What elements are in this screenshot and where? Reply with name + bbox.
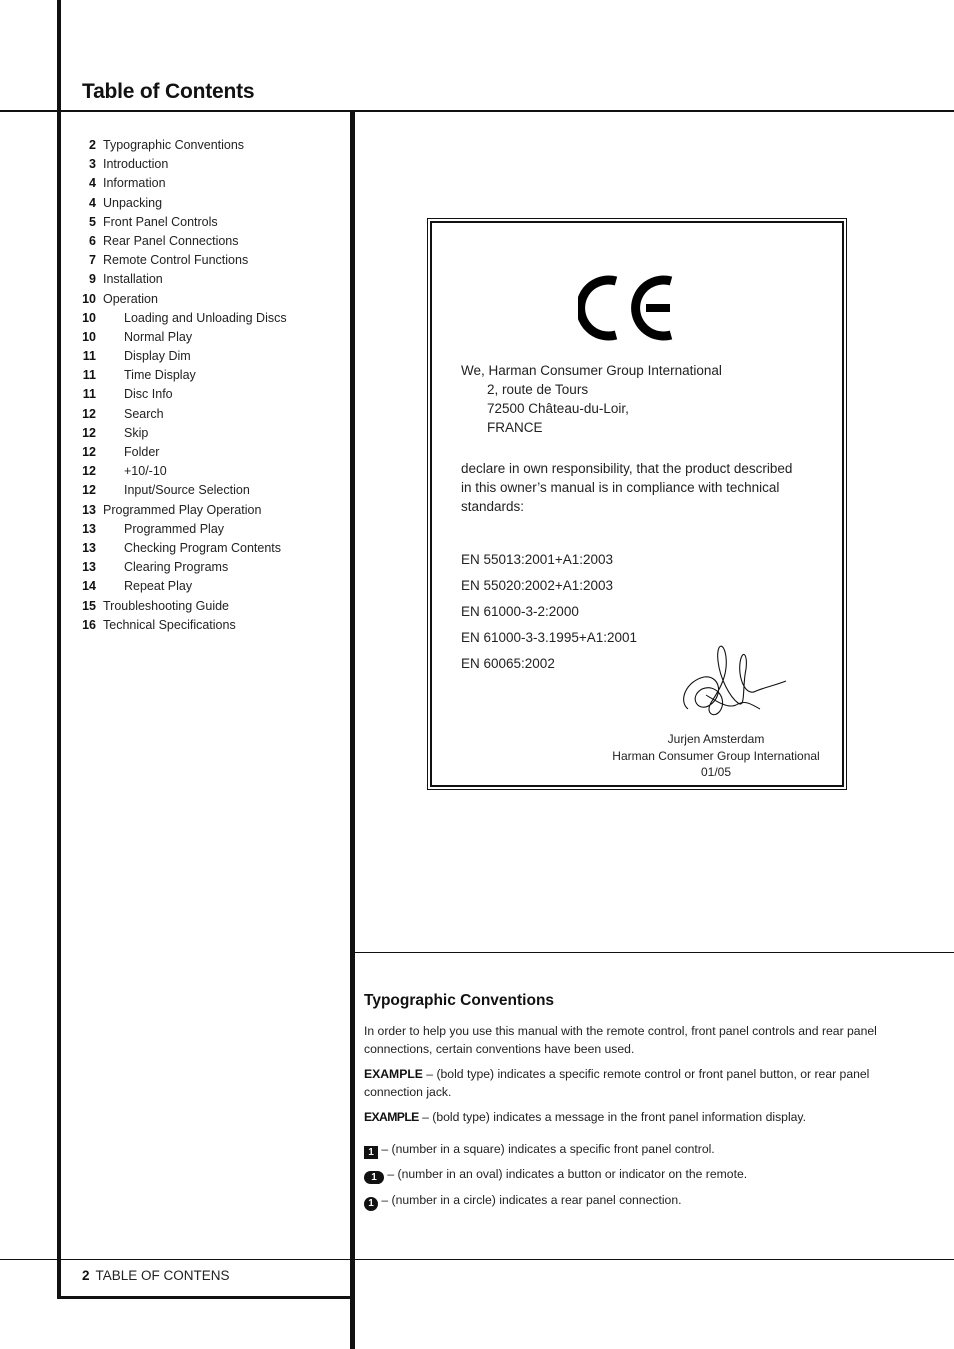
- toc-label: Display Dim: [124, 349, 191, 364]
- address-line: FRANCE: [487, 420, 543, 435]
- toc-entry[interactable]: [75, 251, 345, 270]
- convention-square: [364, 1140, 904, 1159]
- toc-entry[interactable]: [75, 520, 345, 539]
- standard-item: EN 55013:2001+A1:2003: [461, 552, 614, 567]
- toc-entry[interactable]: [75, 136, 345, 155]
- convention-circle: [364, 1191, 904, 1211]
- toc-label: Rear Panel Connections: [103, 233, 239, 248]
- example-display-desc: – (bold type) indicates a message in the front panel information display.: [418, 1110, 806, 1124]
- signer-company: Harman Consumer Group International: [612, 748, 820, 763]
- standard-item: EN 61000-3-3.1995+A1:2001: [461, 630, 638, 645]
- toc-entry[interactable]: [75, 366, 345, 385]
- toc-page-number: 10: [82, 310, 96, 325]
- toc-entry[interactable]: [75, 462, 345, 481]
- toc-page-number: 12: [82, 425, 96, 440]
- toc-label: Unpacking: [103, 195, 163, 210]
- toc-entry[interactable]: [75, 290, 345, 309]
- title-underline: [0, 110, 954, 112]
- toc-entry[interactable]: [75, 424, 345, 443]
- toc-entry[interactable]: [75, 385, 345, 404]
- footer-top-rule: [0, 1259, 954, 1260]
- toc-page-number: 4: [89, 195, 96, 210]
- toc-page-number: 15: [82, 598, 96, 613]
- toc-entry[interactable]: [75, 194, 345, 213]
- address-line: 72500 Château-du-Loir,: [487, 401, 629, 416]
- conventions-divider: [355, 952, 954, 953]
- toc-page-number: 14: [82, 579, 96, 594]
- signer-name: Jurjen Amsterdam: [667, 732, 765, 746]
- toc-page-number: 12: [82, 483, 96, 498]
- toc-page-number: 4: [89, 176, 96, 191]
- toc-label: Time Display: [124, 368, 196, 383]
- declaration-company: We, Harman Consumer Group International: [461, 363, 722, 378]
- toc-label: Programmed Play: [124, 521, 225, 536]
- toc-page-number: 5: [89, 214, 96, 229]
- toc-entry[interactable]: [75, 558, 345, 577]
- square-desc: – (number in a square) indicates a specific front panel control.: [378, 1142, 715, 1156]
- toc-entry[interactable]: [75, 539, 345, 558]
- toc-label: Disc Info: [124, 387, 173, 402]
- toc-page-number: 2: [89, 138, 96, 152]
- toc-entry[interactable]: [75, 616, 345, 635]
- conventions-intro: In order to help you use this manual with the remote control, front panel controls and rear panel connections, certain conventions have been used.: [364, 1024, 877, 1056]
- statement-line: standards:: [461, 499, 525, 514]
- circle-desc: – (number in a circle) indicates a rear panel connection.: [378, 1193, 682, 1207]
- convention-oval: [364, 1165, 904, 1184]
- toc-label: Loading and Unloading Discs: [124, 310, 287, 325]
- toc-label: Repeat Play: [124, 579, 193, 594]
- example-display: EXAMPLE: [364, 1110, 419, 1124]
- toc-label: Installation: [103, 272, 163, 287]
- toc-page-number: 12: [82, 445, 96, 459]
- convention-display-type: [364, 1108, 904, 1126]
- convention-bold-type: [364, 1065, 904, 1101]
- number-square-icon: 1: [364, 1146, 378, 1159]
- declaration-date: 01/05: [700, 765, 732, 779]
- signer-block: [596, 731, 836, 781]
- toc-page-number: 6: [89, 233, 96, 248]
- toc-entry[interactable]: [75, 155, 345, 174]
- toc-entry[interactable]: [75, 501, 345, 520]
- toc-label: Input/Source Selection: [124, 483, 250, 498]
- standards-list: [461, 547, 637, 677]
- standard-item: EN 60065:2002: [461, 656, 555, 671]
- toc-label: Programmed Play Operation: [103, 502, 262, 517]
- toc-label: Checking Program Contents: [124, 540, 282, 555]
- page-number: 2: [82, 1268, 90, 1283]
- example-bold-desc: – (bold type) indicates a specific remote control or front panel button, or rear panel connection jack.: [364, 1067, 870, 1099]
- page-title: Table of Contents: [82, 80, 255, 103]
- toc-label: Troubleshooting Guide: [103, 598, 230, 613]
- statement-line: in this owner’s manual is in compliance with technical: [461, 480, 780, 495]
- toc-label: Technical Specifications: [103, 617, 236, 632]
- address-line: 2, route de Tours: [487, 382, 589, 397]
- toc-page-number: 3: [89, 157, 96, 172]
- toc-label: Folder: [124, 445, 160, 459]
- toc-page-number: 11: [82, 349, 96, 364]
- toc-page-number: 13: [82, 502, 96, 517]
- toc-page-number: 13: [82, 560, 96, 575]
- table-of-contents: [75, 136, 345, 635]
- toc-entry[interactable]: [75, 174, 345, 193]
- example-bold: EXAMPLE: [364, 1067, 423, 1081]
- toc-page-number: 9: [89, 272, 96, 287]
- signature-image: [676, 639, 791, 729]
- toc-page-number: 13: [82, 521, 96, 536]
- toc-page-number: 7: [89, 253, 96, 268]
- toc-entry[interactable]: [75, 270, 345, 289]
- toc-label: Search: [124, 406, 164, 421]
- toc-page-number: 10: [82, 329, 96, 344]
- toc-page-number: 10: [82, 291, 96, 306]
- oval-desc: – (number in an oval) indicates a button or indicator on the remote.: [384, 1167, 748, 1181]
- ce-mark-icon: [578, 273, 678, 343]
- standard-item: EN 55020:2002+A1:2003: [461, 578, 614, 593]
- toc-entry[interactable]: [75, 577, 345, 596]
- toc-label: Information: [103, 176, 166, 191]
- conventions-title: Typographic Conventions: [364, 992, 555, 1009]
- footer-bottom-rule: [57, 1296, 353, 1299]
- toc-label: Front Panel Controls: [103, 214, 218, 229]
- toc-entry[interactable]: [75, 405, 345, 424]
- toc-entry[interactable]: [75, 309, 345, 328]
- toc-page-number: 16: [82, 617, 96, 632]
- toc-entry[interactable]: [75, 481, 345, 500]
- toc-entry[interactable]: [75, 232, 345, 251]
- toc-label: Normal Play: [124, 329, 193, 344]
- toc-label: Clearing Programs: [124, 560, 229, 575]
- number-circle-icon: 1: [364, 1197, 378, 1211]
- statement-line: declare in own responsibility, that the product described: [461, 461, 793, 476]
- toc-label: Remote Control Functions: [103, 253, 249, 268]
- toc-label: Skip: [124, 425, 149, 440]
- toc-entry[interactable]: [75, 213, 345, 232]
- declaration-of-conformity: [427, 218, 847, 790]
- standard-item: EN 61000-3-2:2000: [461, 604, 579, 619]
- left-margin-rule: [57, 0, 61, 1299]
- toc-page-number: 13: [82, 540, 96, 555]
- center-column-rule: [350, 112, 355, 1349]
- number-oval-icon: 1: [364, 1171, 384, 1184]
- toc-entry[interactable]: [75, 597, 345, 616]
- toc-entry[interactable]: [75, 347, 345, 366]
- footer-section: TABLE OF CONTENS: [95, 1268, 230, 1283]
- page-footer: [82, 1268, 230, 1283]
- toc-page-number: 11: [82, 387, 96, 402]
- toc-entry[interactable]: [75, 443, 345, 462]
- toc-page-number: 11: [82, 368, 96, 383]
- toc-page-number: 12: [82, 406, 96, 421]
- toc-page-number: 12: [82, 464, 96, 479]
- toc-entry[interactable]: [75, 328, 345, 347]
- toc-label: Introduction: [103, 157, 169, 172]
- toc-label: Operation: [103, 291, 158, 306]
- toc-label: Typographic Conventions: [103, 138, 245, 152]
- toc-label: +10/-10: [124, 464, 167, 479]
